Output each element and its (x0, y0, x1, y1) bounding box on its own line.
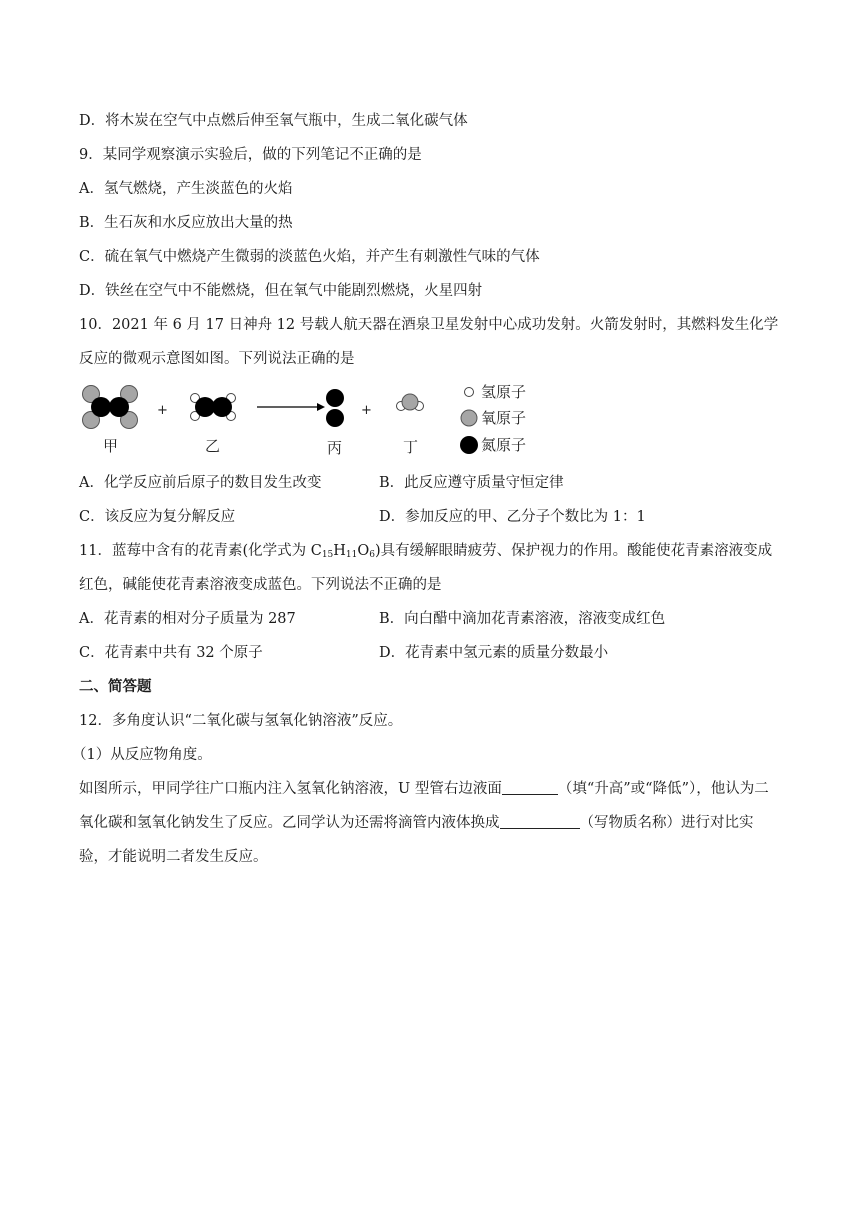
plus-1: + (157, 403, 168, 418)
q12-line2-b: （写物质名称）进行对比实 (579, 815, 754, 831)
q12-line3: 验，才能说明二者发生反应。 (79, 849, 268, 865)
legend-oxygen: 氧原子 (481, 409, 527, 427)
q10-stem-line2: 反应的微观示意图如图。下列说法正确的是 (79, 351, 355, 367)
legend-nitrogen: 氮原子 (481, 436, 527, 454)
q11-o: O (357, 543, 370, 559)
q11-h: H (333, 543, 346, 559)
q8-option-d: D．将木炭在空气中点燃后伸至氧气瓶中，生成二氧化碳气体 (79, 113, 468, 129)
q11-option-c: C．花青素中共有 32 个原子 (79, 645, 263, 661)
q12-line2-a: 氧化碳和氢氧化钠发生了反应。乙同学认为还需将滴管内液体换成 (79, 815, 500, 831)
q9-option-c: C．硫在氧气中燃烧产生微弱的淡蓝色火焰，并产生有刺激性气味的气体 (79, 249, 540, 265)
oxygen-legend-icon (461, 410, 477, 426)
label-yi: 乙 (205, 437, 221, 455)
q11-sub-o: 6 (369, 550, 375, 560)
q10-option-a: A．化学反应前后原子的数目发生改变 (79, 475, 322, 491)
q11-sub-h: 11 (345, 550, 358, 560)
q11-sub-c: 15 (321, 550, 334, 560)
q11-stem-line2: 红色，碱能使花青素溶液变成蓝色。下列说法不正确的是 (79, 577, 442, 593)
q10-stem-line1: 10．2021 年 6 月 17 日神舟 12 号载人航天器在酒泉卫星发射中心成功发射。火箭发射时，其燃料发生化学 (79, 317, 779, 333)
q10-option-c: C．该反应为复分解反应 (79, 509, 236, 525)
answer-blank-2[interactable] (500, 814, 580, 829)
label-jia: 甲 (103, 437, 119, 455)
plus-2: + (361, 403, 372, 418)
q9-option-d: D．铁丝在空气中不能燃烧，但在氧气中能剧烈燃烧，火星四射 (79, 283, 483, 299)
q12-stem: 12．多角度认识“二氧化碳与氢氧化钠溶液”反应。 (79, 713, 403, 729)
q11-stem-part2: )具有缓解眼睛疲劳、保护视力的作用。酸能使花青素溶液变成 (375, 543, 773, 559)
q10-option-d: D．参加反应的甲、乙分子个数比为 1：1 (379, 509, 646, 525)
nitrogen-legend-icon (460, 436, 478, 454)
molecule-ding (397, 394, 424, 411)
molecule-bing (326, 389, 344, 427)
q11-stem-part1: 11．蓝莓中含有的花青素(化学式为 C (79, 543, 322, 559)
reaction-arrow (257, 403, 325, 411)
q10-option-b: B．此反应遵守质量守恒定律 (379, 475, 564, 491)
section-title: 二、简答题 (79, 678, 152, 695)
hydrogen-legend-icon (465, 388, 474, 397)
q12-line2 (79, 813, 754, 833)
q9-stem: 9．某同学观察演示实验后，做的下列笔记不正确的是 (79, 147, 422, 163)
q12-line1 (79, 779, 769, 799)
reaction-micro-diagram (79, 378, 549, 460)
q9-option-a: A．氢气燃烧，产生淡蓝色的火焰 (79, 181, 293, 197)
legend-hydrogen: 氢原子 (481, 383, 527, 401)
label-ding: 丁 (403, 438, 419, 456)
answer-blank-1[interactable] (502, 780, 558, 795)
q11-option-d: D．花青素中氢元素的质量分数最小 (379, 645, 609, 661)
q12-line1-b: （填“升高”或“降低”），他认为二 (557, 781, 769, 797)
q11-option-a: A．花青素的相对分子质量为 287 (79, 611, 296, 627)
q9-option-b: B．生石灰和水反应放出大量的热 (79, 215, 293, 231)
molecule-jia (83, 386, 138, 429)
legend (460, 383, 526, 454)
q12-line1-a: 如图所示，甲同学往广口瓶内注入氢氧化钠溶液，U 型管右边液面 (79, 781, 502, 797)
label-bing: 丙 (327, 439, 343, 457)
q11-option-b: B．向白醋中滴加花青素溶液，溶液变成红色 (379, 611, 666, 627)
molecule-yi (191, 394, 236, 421)
q11-stem-line1 (79, 541, 772, 561)
q12-part1: （1）从反应物角度。 (72, 747, 212, 763)
